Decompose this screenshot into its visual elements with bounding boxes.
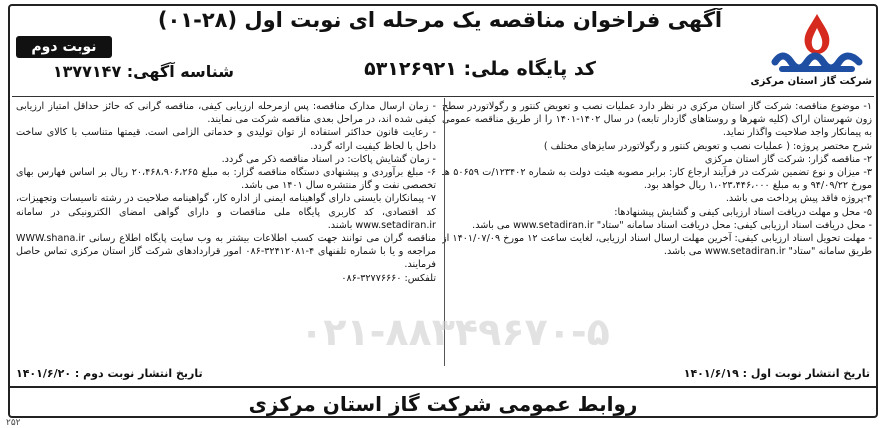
- paragraph: ۳- میزان و نوع تضمین شرکت در فرآیند ارجاع کار: برابر مصوبه هیئت دولت به شماره ۱۲۳۴۰۲/ت ۵۰۶۵۹ هـ مورخ ۹۴/۰۹/۲۲ و به مبلغ ۱،۰۲۳،۴۴۶،۰۰۰ ریال خواهد بود.: [442, 167, 872, 192]
- footer-public-relations: روابط عمومی شرکت گاز استان مرکزی: [8, 386, 878, 418]
- national-database-code: کد پایگاه ملی: ۵۳۱۲۶۹۲۱: [364, 58, 596, 80]
- company-logo: [750, 10, 872, 96]
- paragraph: ۱- موضوع مناقصه: شرکت گاز استان مرکزی در نظر دارد عملیات نصب و تعویض کنتور و رگولاتوردر سطح زون شهرستان اراک (کلیه شهرها و روستاهای گازدار تابعه) در سال ۱۴۰۲-۱۴۰۱ را از طریق مناقصه عمومی به پیمانکار واجد صلاحیت واگذار نماید.: [442, 101, 872, 139]
- header-divider: [12, 96, 874, 97]
- notice-title: آگهی فراخوان مناقصه یک مرحله ای نوبت اول (۲۸-۰۱): [157, 8, 723, 32]
- paragraph: - زمان گشایش پاکات: در اسناد مناقصه ذکر می گردد.: [221, 153, 436, 165]
- page-number: ۲۵۲: [6, 418, 21, 428]
- paragraph: ۵- محل و مهلت دریافت اسناد ارزیابی کیفی و گشایش پیشنهادها:: [614, 206, 872, 218]
- paragraph: - محل دریافت اسناد ارزیابی کیفی: محل دریافت اسناد سامانه "ستاد" www.setadiran.ir می باشد.: [472, 219, 872, 231]
- paragraph: - مهلت تحویل اسناد ارزیابی کیفی: آخرین مهلت ارسال اسناد ارزیابی، لغایت ساعت ۱۲ مورخ ۱۴۰۱/۰۷/۰۹ از طریق سامانه "ستاد" www.setadiran.ir می باشد.: [442, 233, 872, 258]
- paragraph: ۴-پروژه فاقد پیش پرداخت می باشد.: [725, 193, 872, 205]
- paragraph: تلفکس: ۳۲۷۷۶۶۶۰-۰۸۶: [341, 272, 436, 284]
- second-publish-date: تاریخ انتشار نوبت دوم : ۱۴۰۱/۶/۲۰: [16, 367, 203, 380]
- watermark-phone: ۰۲۱-۸۸۳۴۹۶۷۰-۵: [300, 310, 610, 354]
- paragraph: ۶- مبلغ برآوردی و پیشنهادی دستگاه مناقصه گزار: به مبلغ ۲۰،۴۶۸،۹۰۶،۲۶۵ ریال بر اساس فهارس بهای تخصصی نفت و گاز منتشره سال ۱۴۰۱ می باشد.: [16, 167, 436, 192]
- paragraph: - رعایت قانون حداکثر استفاده از توان تولیدی و خدماتی الزامی است. قیمتها متناسب با کالای ساخت داخل با لحاظ کیفیت ارائه گردد.: [16, 127, 436, 152]
- paragraph: - زمان ارسال مدارک مناقصه: پس ازمرحله ارزیابی کیفی، مناقصه گرانی که حائز حداقل امتیاز ارزیابی کیفی شده اند، در مراحل بعدی مناقصه شرکت می نمایند.: [16, 101, 436, 126]
- paragraph: ۲- مناقصه گزار: شرکت گاز استان مرکزی: [704, 153, 872, 165]
- paragraph: شرح مختصر پروژه: ( عملیات نصب و تعویض کنتور و رگولاتوردر سایزهای مختلف ): [543, 140, 872, 152]
- first-publish-date: تاریخ انتشار نوبت اول : ۱۴۰۱/۶/۱۹: [683, 367, 870, 380]
- logo-caption: شرکت گاز استان مرکزی: [750, 76, 872, 87]
- paragraph: مناقصه گران می توانند جهت کسب اطلاعات بیشتر به وب سایت پایگاه اطلاع رسانی WWW.shana.ir مراجعه و یا با شماره تلفنهای ۴-۳۲۴۱۲۰۸۱-۰۸۶ امور قراردادهای شرکت گاز استان مرکزی تماس حاصل فرمایند.: [16, 233, 436, 271]
- second-round-badge: نوبت دوم: [16, 36, 112, 58]
- paragraph: ۷- پیمانکاران بایستی دارای گواهینامه ایمنی از اداره کار، گواهینامه صلاحیت در رشته تاسیسات وتجهیزات، کد اقتصادی، کد کاربری پایگاه ملی مناقصات و دارای گواهی امضای الکترونیکی در سامانه www.setadiran.ir باشند.: [16, 193, 436, 231]
- notice-id: شناسه آگهی: ۱۳۷۷۱۴۷: [52, 62, 234, 81]
- gas-flame-logo-icon: [769, 10, 865, 76]
